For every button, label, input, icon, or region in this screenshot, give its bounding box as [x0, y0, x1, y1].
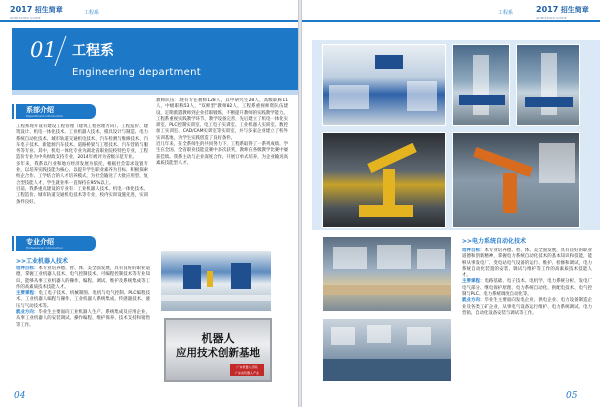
dept-intro-heading-en: Department introduction — [26, 114, 64, 118]
department-banner — [12, 28, 298, 90]
computer-classroom-photo — [322, 318, 452, 382]
robot-cell-photo-2 — [516, 44, 580, 126]
sign-stamp-line: 广东机器人学院 — [236, 365, 258, 369]
dept-intro-paragraph: 多年来，我系以行业和地方经济发展为依托，根据社会需求设置专业，以培养实践技能为核心，以提升学生职业素养为目标，积极探索校企合作、工学结合的人才培养模式，为社会输送了大批应用型、复合型技能人才，学生就业率一直保持在95%以上。 — [16, 161, 148, 186]
major-paragraph — [16, 310, 150, 329]
right-header-name: 招生简章 — [560, 6, 589, 14]
left-page — [0, 0, 298, 407]
major-paragraph-lead: 就业方向： — [16, 310, 39, 316]
left-page-number: 04 — [14, 391, 26, 401]
power-paragraph — [462, 248, 592, 279]
dept-intro-paragraph: 工程系重视实践教学环节，教学设备完善，先后建立了机电一体化实训室、PLC控制实训室、电工电子实训室、工业机器人实训室、数控加工实训室、CAD/CAM实训室等实训室，并与多家企业建立了校外实训基地，为学生实践创造了良好条件。 — [156, 116, 288, 141]
left-header-name: 招生简章 — [34, 6, 63, 14]
power-paragraph — [462, 298, 592, 317]
innovation-base-sign — [164, 318, 272, 382]
major-paragraph-text: 本专业培养德、智、体、美全面发展，具有良好的职业道德，掌握工业机器人技术、电气控制技术、可编程控制技术等专业知识，能够从事工业机器人的操作、编程、调试、维护及系统集成等工作的高素质技术技能人才。 — [16, 266, 150, 290]
left-header — [0, 0, 298, 22]
right-header — [302, 0, 600, 22]
right-header-dept: 工程系 — [498, 10, 514, 16]
major-intro-heading-cn: 专业介绍 — [26, 238, 54, 246]
left-header-rule — [0, 20, 298, 22]
power-automation-subheading: >>电力系统自动化技术 — [462, 238, 527, 245]
lab-hall-photo — [322, 44, 446, 126]
banner-number: 01 — [30, 38, 57, 62]
right-page-number: 05 — [566, 391, 578, 401]
dept-intro-paragraph: 近几年来，在全系师生的共同努力下，工程系取得了一系列成绩，学生在全国、全省职业技能竞赛中多次获奖，教师在各级教学比赛中屡获佳绩。我系主动与企业深度合作，开展订单式培养，为企业输送高素质技能型人才。 — [156, 142, 288, 166]
banner-title-cn: 工程系 — [72, 43, 114, 59]
power-paragraph-text: 电路基础、电子技术、电机学、电力系统分析、发电厂电气部分、继电保护原理、电力系统自动化、供配电技术、电气控制与PLC、电力系统调度自动化等。 — [462, 279, 592, 298]
major-paragraph — [16, 291, 150, 310]
left-header-dept: 工程系 — [84, 10, 100, 16]
power-paragraph-lead: 就业方向： — [462, 298, 485, 304]
left-header-year: 2017 — [10, 5, 33, 14]
robot-workstation-photo — [160, 250, 272, 312]
right-header-rule — [302, 20, 600, 22]
left-header-sub: ADMISSION GUIDE — [10, 16, 41, 20]
robot-cell-photo-1 — [452, 44, 510, 126]
power-paragraph-text: 毕业生主要面向发电企业、供电企业、电力设备制造企业及各类工矿企业，从事电气设备运行维护、电力系统调试、电力营销、自动化设备安装与调试等工作。 — [462, 298, 592, 316]
major-paragraph-text: 电工电子技术、机械制图、电机与电气控制、PLC编程技术、工业机器人编程与操作、工业机器人系统集成、传感器技术、液压与气动技术等。 — [16, 291, 150, 309]
power-paragraph-lead: 培养目标： — [462, 248, 485, 253]
major-paragraph-text: 毕业生主要面向工业机器人生产、系统集成及应用企业，从事工业机器人的安装调试、操作编程、维护保养、技术支持和销售等工作。 — [16, 310, 150, 328]
left-header-logo — [10, 5, 63, 20]
power-paragraph-lead: 主要课程： — [462, 279, 485, 285]
power-paragraph-text: 本专业培养德、智、体、美全面发展，具有良好的职业道德和创新精神，掌握电力系统自动化技术的基本知识和技能，能够从事发电厂、变电站电气设备的运行、维护、检修和调试，电力系统自动化装置的安装、调试与维护等工作的高素质技术技能人才。 — [462, 248, 592, 279]
sign-line-2: 应用技术创新基地 — [176, 347, 260, 359]
right-header-logo — [536, 5, 589, 20]
dept-intro-text-col2 — [156, 98, 288, 246]
sign-stamp — [230, 364, 264, 376]
sign-stamp-line: 广东省机器人产业 — [234, 371, 259, 375]
dept-intro-paragraph: 教师队伍：现有专任教师128人，其中研究生28人，高级职称11人，中级职称53人，"双师型"教师82人，工程系重视师资队伍建设，定期派遣教师到企业挂职锻炼，不断提升教师的实践教学能力。 — [156, 98, 288, 116]
major-subheading: >>工业机器人技术 — [16, 258, 69, 265]
major-intro-heading — [16, 236, 96, 251]
right-page — [302, 0, 600, 407]
industrial-robot-arm-photo-2 — [452, 132, 580, 228]
power-automation-text — [462, 248, 592, 378]
power-paragraph — [462, 279, 592, 298]
major-intro-heading-en: Professional introduction — [26, 246, 64, 250]
dept-intro-heading — [16, 104, 96, 119]
major-paragraph-lead: 主要课程： — [16, 291, 39, 297]
dept-intro-heading-cn: 系部介绍 — [26, 106, 54, 114]
major-intro-text — [16, 266, 150, 390]
dept-intro-paragraph: 目前，我系重点建设的专业有：工业机器人技术、机电一体化技术、工程造价、城市轨道交通机电技术等专业，校内实训设施先进，实训条件良好。 — [16, 186, 148, 205]
major-paragraph-lead: 培养目标： — [16, 266, 39, 271]
dept-intro-paragraph: 工程系现开设有建设工程管理（建筑工程管理方向）、工程造价、建筑设计、机电一体化技术、工业机器人技术、模具设计与制造、电力系统自动化技术、城市轨道交通机电技术、汽车检测与维修技术、汽车电子技术、新能源汽车技术、道路桥梁与工程技术、汽车营销与服务等专业。其中，机电一体化专业为湖北省职业院校特色专业，工程造价专业为中央财政支持专业，2014年被评为省级示范专业。 — [16, 124, 148, 161]
sign-line-1: 机器人 — [201, 332, 235, 345]
right-header-sub: ADMISSION GUIDE — [536, 16, 567, 20]
major-paragraph — [16, 266, 150, 291]
banner-title-en: Engineering department — [72, 67, 201, 78]
power-training-station-photo — [322, 236, 452, 312]
right-header-year: 2017 — [536, 5, 559, 14]
industrial-robot-arm-photo-1 — [322, 132, 446, 228]
dept-intro-text — [16, 124, 148, 229]
